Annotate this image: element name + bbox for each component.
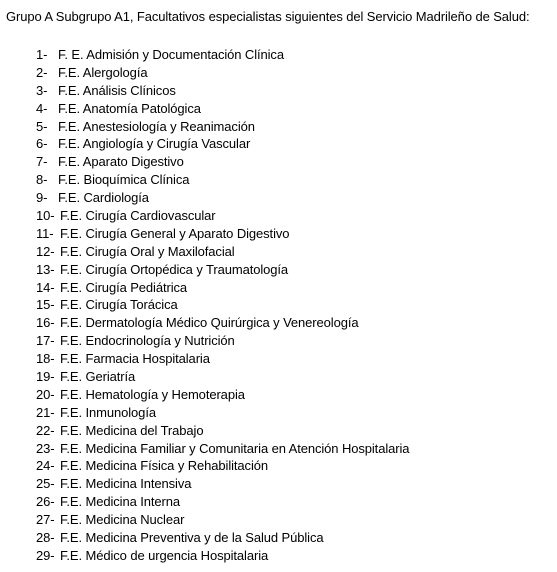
list-item — [36, 153, 409, 171]
list-item-number: 3- — [36, 82, 48, 98]
list-item — [36, 350, 409, 368]
list-item-number: 25- — [36, 476, 55, 492]
list-item-label: F.E. Inmunología — [60, 404, 156, 420]
list-item-number: 26- — [36, 494, 55, 510]
list-item — [36, 46, 409, 64]
list-item-label: F.E. Medicina Interna — [60, 494, 181, 510]
list-item-number: 22- — [36, 422, 55, 438]
list-item — [36, 529, 409, 547]
list-item-number: 19- — [36, 369, 55, 385]
list-item-label: F.E. Cirugía Torácica — [60, 297, 178, 313]
list-item-label: F.E. Medicina del Trabajo — [60, 422, 204, 438]
list-item-label: F.E. Geriatría — [60, 369, 136, 385]
list-item-number: 14- — [36, 279, 55, 295]
list-item-label: F.E. Dermatología Médico Quirúrgica y Venereología — [60, 315, 359, 331]
list-item — [36, 189, 409, 207]
list-item — [36, 279, 409, 297]
list-item-label: F.E. Medicina Nuclear — [60, 512, 185, 528]
list-item-number: 28- — [36, 530, 55, 546]
list-item — [36, 386, 409, 404]
list-item — [36, 457, 409, 475]
list-item-label: F.E. Medicina Preventiva y de la Salud Pública — [60, 530, 324, 546]
list-item-label: F.E. Farmacia Hospitalaria — [60, 351, 210, 367]
list-item-number: 20- — [36, 386, 55, 402]
list-item-label: F.E. Cirugía Cardiovascular — [60, 208, 216, 224]
list-item-label: F.E. Cirugía Oral y Maxilofacial — [60, 243, 235, 259]
list-item — [36, 225, 409, 243]
list-item — [36, 100, 409, 118]
list-item-number: 12- — [36, 243, 55, 259]
list-item — [36, 135, 409, 153]
list-item-number: 1- — [36, 47, 48, 62]
list-item-label: F.E. Angiología y Cirugía Vascular — [58, 136, 251, 152]
list-item-number: 13- — [36, 261, 55, 277]
list-item-number: 24- — [36, 458, 55, 474]
list-item — [36, 243, 409, 261]
list-item-number: 7- — [36, 154, 48, 170]
list-item — [36, 82, 409, 100]
list-item-number: 9- — [36, 190, 48, 206]
list-item-number: 27- — [36, 512, 55, 528]
list-item — [36, 493, 409, 511]
list-item — [36, 475, 409, 493]
list-item-label: F.E. Cirugía Pediátrica — [60, 279, 188, 295]
document-heading: Grupo A Subgrupo A1, Facultativos especialistas siguientes del Servicio Madrileño de Salud: — [6, 9, 530, 24]
list-item-label: F.E. Aparato Digestivo — [58, 154, 184, 170]
list-item-label: F.E. Medicina Familiar y Comunitaria en Atención Hospitalaria — [60, 440, 410, 456]
list-item — [36, 296, 409, 314]
list-item-number: 18- — [36, 351, 55, 367]
list-item — [36, 261, 409, 279]
list-item — [36, 171, 409, 189]
list-item-number: 21- — [36, 404, 55, 420]
list-item-number: 16- — [36, 315, 55, 331]
list-item — [36, 368, 409, 386]
list-item-label: F.E. Medicina Intensiva — [60, 476, 192, 492]
list-item — [36, 440, 409, 458]
list-item — [36, 547, 409, 565]
list-item-number: 10- — [36, 208, 55, 224]
list-item-label: F.E. Hematología y Hemoterapia — [60, 386, 245, 402]
list-item-label: F.E. Medicina Física y Rehabilitación — [60, 458, 269, 474]
list-item — [36, 314, 409, 332]
list-item-label: F.E. Cardiología — [58, 190, 149, 206]
list-item — [36, 207, 409, 225]
list-item-label: F.E. Médico de urgencia Hospitalaria — [60, 547, 269, 563]
list-item-label: F.E. Bioquímica Clínica — [58, 172, 190, 188]
list-item — [36, 332, 409, 350]
list-item-number: 23- — [36, 440, 55, 456]
list-item — [36, 118, 409, 136]
list-item-label: F.E. Anestesiología y Reanimación — [58, 118, 255, 134]
list-item — [36, 422, 409, 440]
list-item — [36, 64, 409, 82]
list-item-label: F. E. Admisión y Documentación Clínica — [58, 47, 284, 62]
list-item-label: F.E. Anatomía Patológica — [58, 100, 201, 116]
list-item-number: 2- — [36, 64, 48, 80]
list-item-label: F.E. Cirugía Ortopédica y Traumatología — [60, 261, 289, 277]
list-item-number: 17- — [36, 333, 55, 349]
list-item-number: 4- — [36, 100, 48, 116]
list-item-number: 15- — [36, 297, 55, 313]
list-item-label: F.E. Alergología — [58, 64, 148, 80]
list-item-number: 6- — [36, 136, 48, 152]
list-item-label: F.E. Cirugía General y Aparato Digestivo — [60, 225, 290, 241]
list-item-number: 11- — [36, 225, 54, 241]
list-item-number: 8- — [36, 172, 48, 188]
list-item — [36, 404, 409, 422]
list-item-label: F.E. Endocrinología y Nutrición — [60, 333, 235, 349]
list-item — [36, 511, 409, 529]
list-item-number: 5- — [36, 118, 48, 134]
list-item-label: F.E. Análisis Clínicos — [58, 82, 176, 98]
specialty-list — [36, 46, 409, 565]
list-item-number: 29- — [36, 547, 55, 563]
